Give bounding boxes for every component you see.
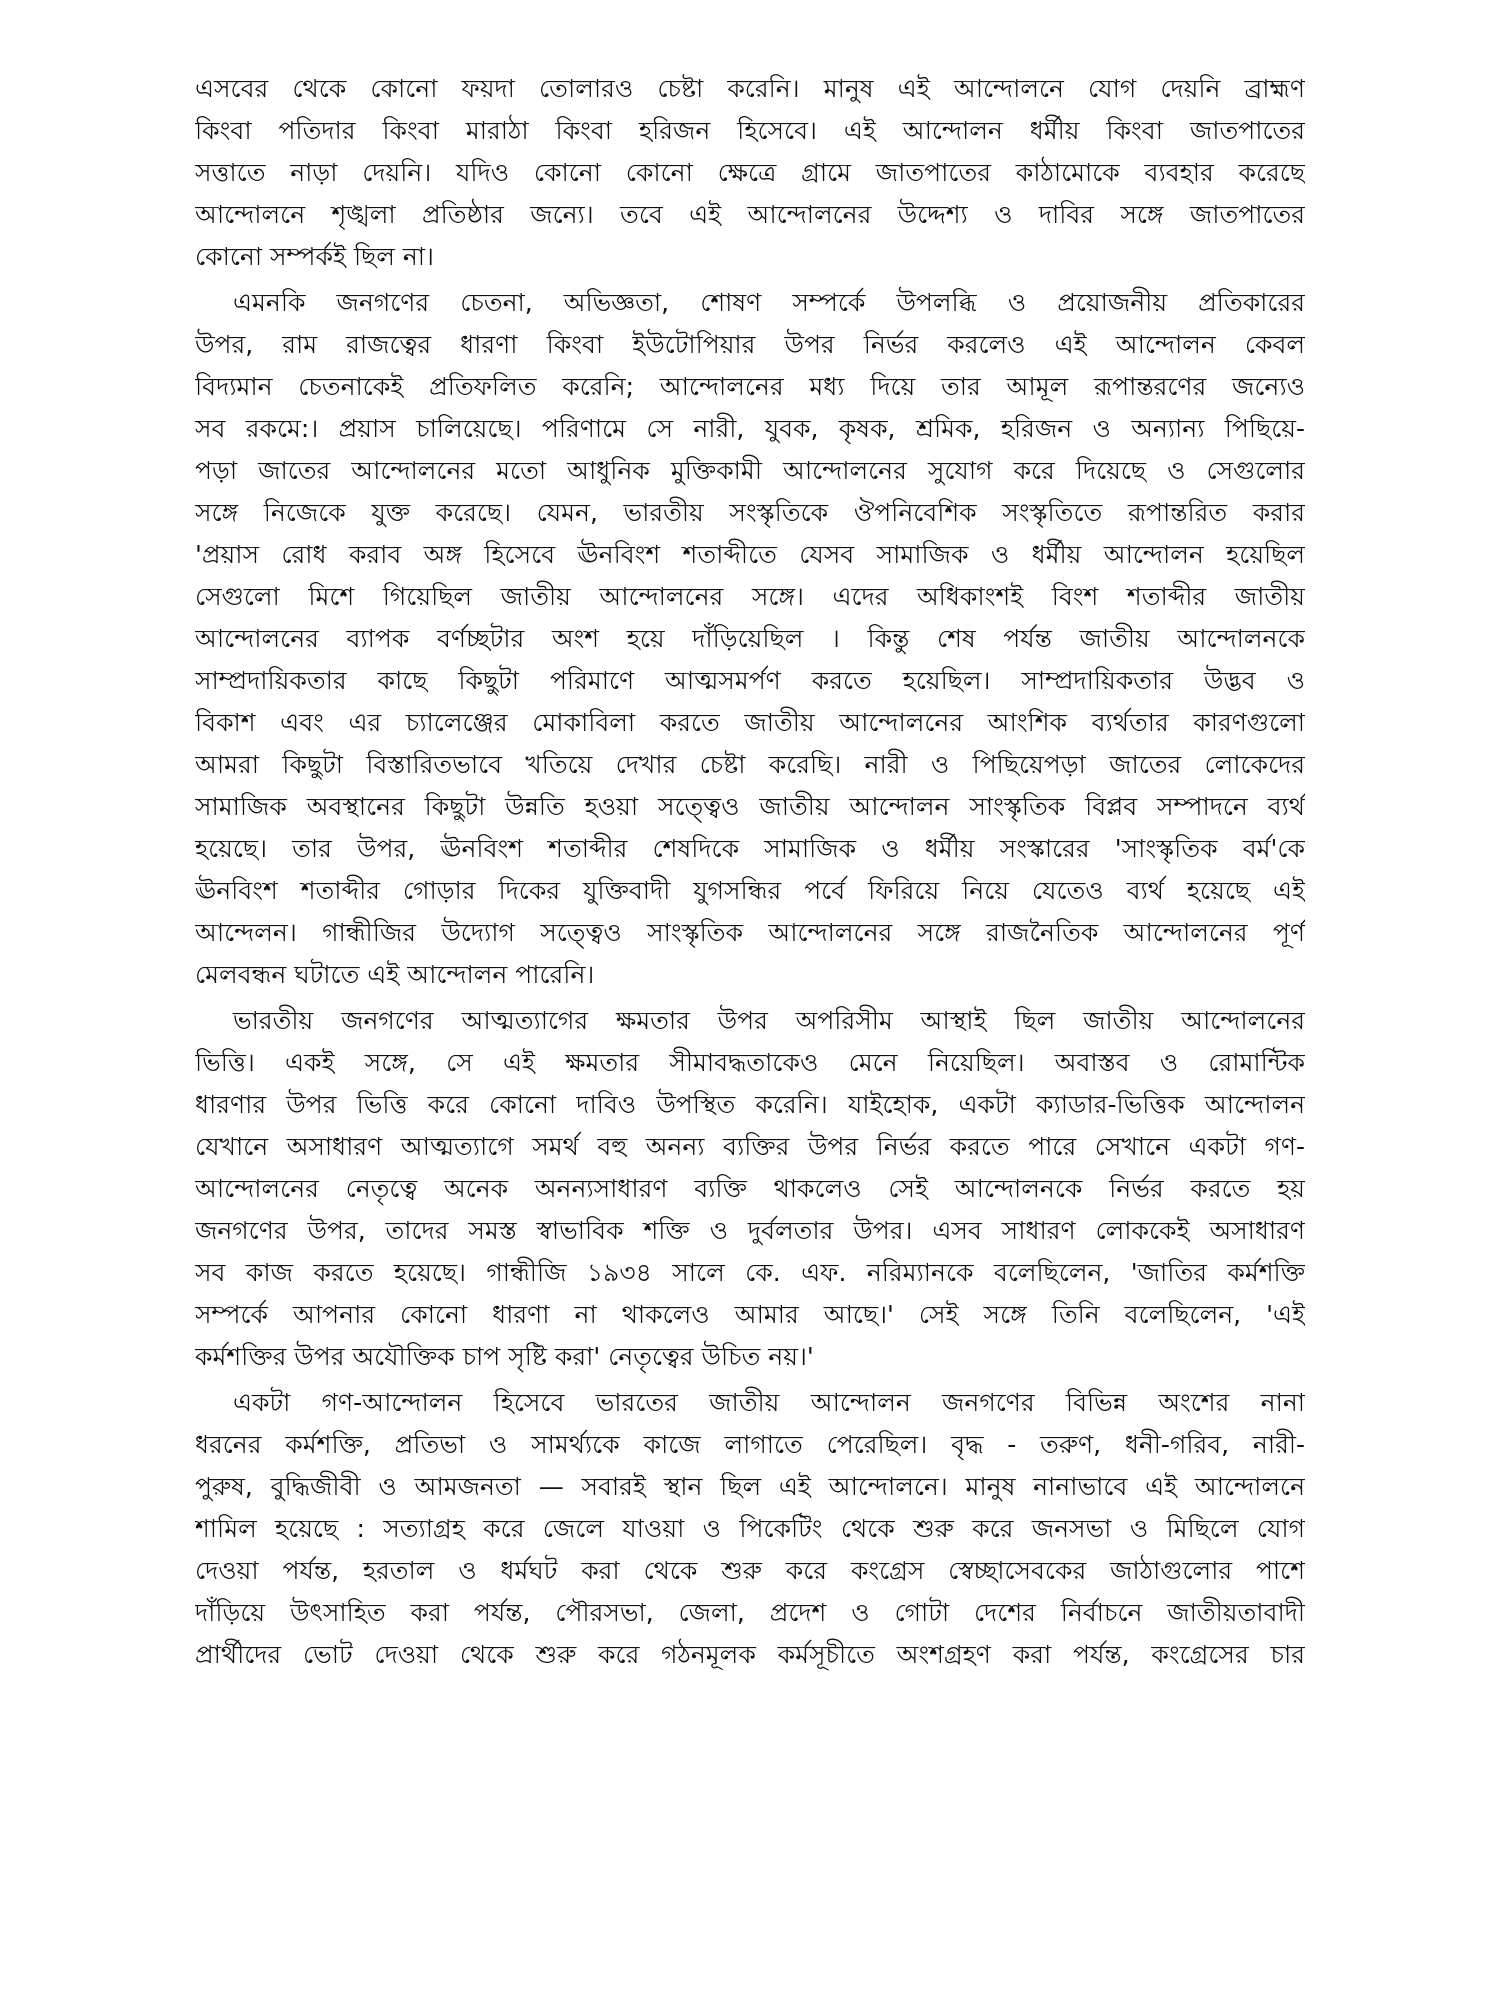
text-line: উপর, রাম রাজত্বের ধারণা কিংবা ইউটোপিয়ার উপর নির্ভর করলেও এই আন্দোলন কেবল [195, 330, 1305, 359]
text-line: আন্দোলনের ব্যাপক বর্ণচ্ছটার অংশ হয়ে দাঁড়িয়েছিল । কিন্তু শেষ পর্যন্ত জাতীয় আন্দোলনকে [195, 624, 1305, 653]
paragraph-1 [195, 68, 1305, 278]
text-line: হয়েছে। তার উপর, ঊনবিংশ শতাব্দীর শেষদিকে সামাজিক ও ধর্মীয় সংস্কারের 'সাংস্কৃতিক বর্ম'কে [195, 834, 1305, 863]
text-line: যেখানে অসাধারণ আত্মত্যাগে সমর্থ বহু অনন্য ব্যক্তির উপর নির্ভর করতে পারে সেখানে একটা গণ- [195, 1132, 1305, 1161]
text-line: সেগুলো মিশে গিয়েছিল জাতীয় আন্দোলনের সঙ্গে। এদের অধিকাংশই বিংশ শতাব্দীর জাতীয় [195, 582, 1305, 611]
text-line: বিকাশ এবং এর চ্যালেঞ্জের মোকাবিলা করতে জাতীয় আন্দোলনের আংশিক ব্যর্থতার কারণগুলো [195, 708, 1305, 737]
text-line: জনগণের উপর, তাদের সমস্ত স্বাভাবিক শক্তি ও দুর্বলতার উপর। এসব সাধারণ লোককেই অসাধারণ [195, 1216, 1305, 1245]
text-line: কোনো সম্পর্কই ছিল না। [195, 242, 434, 271]
text-line: ধরনের কর্মশক্তি, প্রতিভা ও সামর্থ্যকে কাজে লাগাতে পেরেছিল। বৃদ্ধ - তরুণ, ধনী-গরিব, নারী- [195, 1430, 1305, 1459]
text-line: দাঁড়িয়ে উৎসাহিত করা পর্যন্ত, পৌরসভা, জেলা, প্রদেশ ও গোটা দেশের নির্বাচনে জাতীয়তাবাদী [195, 1598, 1305, 1627]
text-line: শামিল হয়েছে : সত্যাগ্রহ করে জেলে যাওয়া ও পিকেটিং থেকে শুরু করে জনসভা ও মিছিলে যোগ [195, 1514, 1305, 1543]
paragraph-3 [195, 1000, 1305, 1378]
text-line: পুরুষ, বুদ্ধিজীবী ও আমজনতা — সবারই স্থান ছিল এই আন্দোলনে। মানুষ নানাভাবে এই আন্দোলনে [195, 1472, 1305, 1501]
text-line: পড়া জাতের আন্দোলনের মতো আধুনিক মুক্তিকামী আন্দোলনের সুযোগ করে দিয়েছে ও সেগুলোর [195, 456, 1305, 485]
text-line: বিদ্যমান চেতনাকেই প্রতিফলিত করেনি; আন্দোলনের মধ্য দিয়ে তার আমূল রূপান্তরণের জন্যেও [195, 372, 1305, 401]
text-line: আমরা কিছুটা বিস্তারিতভাবে খতিয়ে দেখার চেষ্টা করেছি। নারী ও পিছিয়েপড়া জাতের লোকেদের [195, 750, 1305, 779]
text-line: সব কাজ করতে হয়েছে। গান্ধীজি ১৯৩৪ সালে কে. এফ. নরিম্যানকে বলেছিলেন, 'জাতির কর্মশক্তি [195, 1258, 1305, 1287]
text-line: কর্মশক্তির উপর অযৌক্তিক চাপ সৃষ্টি করা' নেতৃত্বের উচিত নয়।' [195, 1342, 814, 1371]
text-line: ঊনবিংশ শতাব্দীর গোড়ার দিকের যুক্তিবাদী যুগসন্ধির পর্বে ফিরিয়ে নিয়ে যেতেও ব্যর্থ হয়েছে এই [195, 876, 1305, 905]
paragraph-2 [195, 282, 1305, 996]
document-page [195, 68, 1305, 1680]
text-line: ধারণার উপর ভিত্তি করে কোনো দাবিও উপস্থিত করেনি। যাইহোক, একটা ক্যাডার-ভিত্তিক আন্দোলন [195, 1090, 1305, 1119]
text-line: দেওয়া পর্যন্ত, হরতাল ও ধর্মঘট করা থেকে শুরু করে কংগ্রেস স্বেচ্ছাসেবকের জাঠাগুলোর পাশে [195, 1556, 1305, 1585]
text-line: সত্তাতে নাড়া দেয়নি। যদিও কোনো কোনো ক্ষেত্রে গ্রামে জাতপাতের কাঠামোকে ব্যবহার করেছে [195, 158, 1305, 187]
text-line: সামাজিক অবস্থানের কিছুটা উন্নতি হওয়া সত্ত্বেও জাতীয় আন্দোলন সাংস্কৃতিক বিপ্লব সম্পাদনে ব্যর্থ [195, 792, 1305, 821]
text-line: মেলবন্ধন ঘটাতে এই আন্দোলন পারেনি। [195, 960, 595, 989]
text-line: আন্দেলন। গান্ধীজির উদ্যোগ সত্ত্বেও সাংস্কৃতিক আন্দোলনের সঙ্গে রাজনৈতিক আন্দোলনের পূর্ণ [195, 918, 1305, 947]
text-line: আন্দোলনের নেতৃত্বে অনেক অনন্যসাধারণ ব্যক্তি থাকলেও সেই আন্দোলনকে নির্ভর করতে হয় [195, 1174, 1305, 1203]
text-line: প্রার্থীদের ভোট দেওয়া থেকে শুরু করে গঠনমূলক কর্মসূচীতে অংশগ্রহণ করা পর্যন্ত, কংগ্রেসের চার [195, 1640, 1305, 1669]
text-line: ভারতীয় জনগণের আত্মত্যাগের ক্ষমতার উপর অপরিসীম আস্থাই ছিল জাতীয় আন্দোলনের [233, 1006, 1305, 1035]
text-line: এমনকি জনগণের চেতনা, অভিজ্ঞতা, শোষণ সম্পর্কে উপলব্ধি ও প্রয়োজনীয় প্রতিকারের [233, 288, 1305, 317]
text-line: সাম্প্রদায়িকতার কাছে কিছুটা পরিমাণে আত্মসমর্পণ করতে হয়েছিল। সাম্প্রদায়িকতার উদ্ভব ও [195, 666, 1305, 695]
text-line: এসবের থেকে কোনো ফয়দা তোলারও চেষ্টা করেনি। মানুষ এই আন্দোলনে যোগ দেয়নি ব্রাহ্মণ [195, 74, 1305, 103]
text-line: সঙ্গে নিজেকে যুক্ত করেছে। যেমন, ভারতীয় সংস্কৃতিকে ঔপনিবেশিক সংস্কৃতিতে রূপান্তরিত করার [195, 498, 1305, 527]
text-line: আন্দোলনে শৃঙ্খলা প্রতিষ্ঠার জন্যে। তবে এই আন্দোলনের উদ্দেশ্য ও দাবির সঙ্গে জাতপাতের [195, 200, 1305, 229]
text-line: সম্পর্কে আপনার কোনো ধারণা না থাকলেও আমার আছে।' সেই সঙ্গে তিনি বলেছিলেন, 'এই [195, 1300, 1305, 1329]
text-line: সব রকমে:। প্রয়াস চালিয়েছে। পরিণামে সে নারী, যুবক, কৃষক, শ্রমিক, হরিজন ও অন্যান্য পিছিয়ে- [195, 414, 1305, 443]
text-line: কিংবা পতিদার কিংবা মারাঠা কিংবা হরিজন হিসেবে। এই আন্দোলন ধর্মীয় কিংবা জাতপাতের [195, 116, 1305, 145]
text-line: 'প্রয়াস রোধ করাব অঙ্গ হিসেবে ঊনবিংশ শতাব্দীতে যেসব সামাজিক ও ধর্মীয় আন্দোলন হয়েছিল [195, 540, 1305, 569]
text-line: একটা গণ-আন্দোলন হিসেবে ভারতের জাতীয় আন্দোলন জনগণের বিভিন্ন অংশের নানা [233, 1388, 1305, 1417]
paragraph-4 [195, 1382, 1305, 1676]
text-line: ভিত্তি। একই সঙ্গে, সে এই ক্ষমতার সীমাবদ্ধতাকেও মেনে নিয়েছিল। অবাস্তব ও রোমান্টিক [195, 1048, 1305, 1077]
